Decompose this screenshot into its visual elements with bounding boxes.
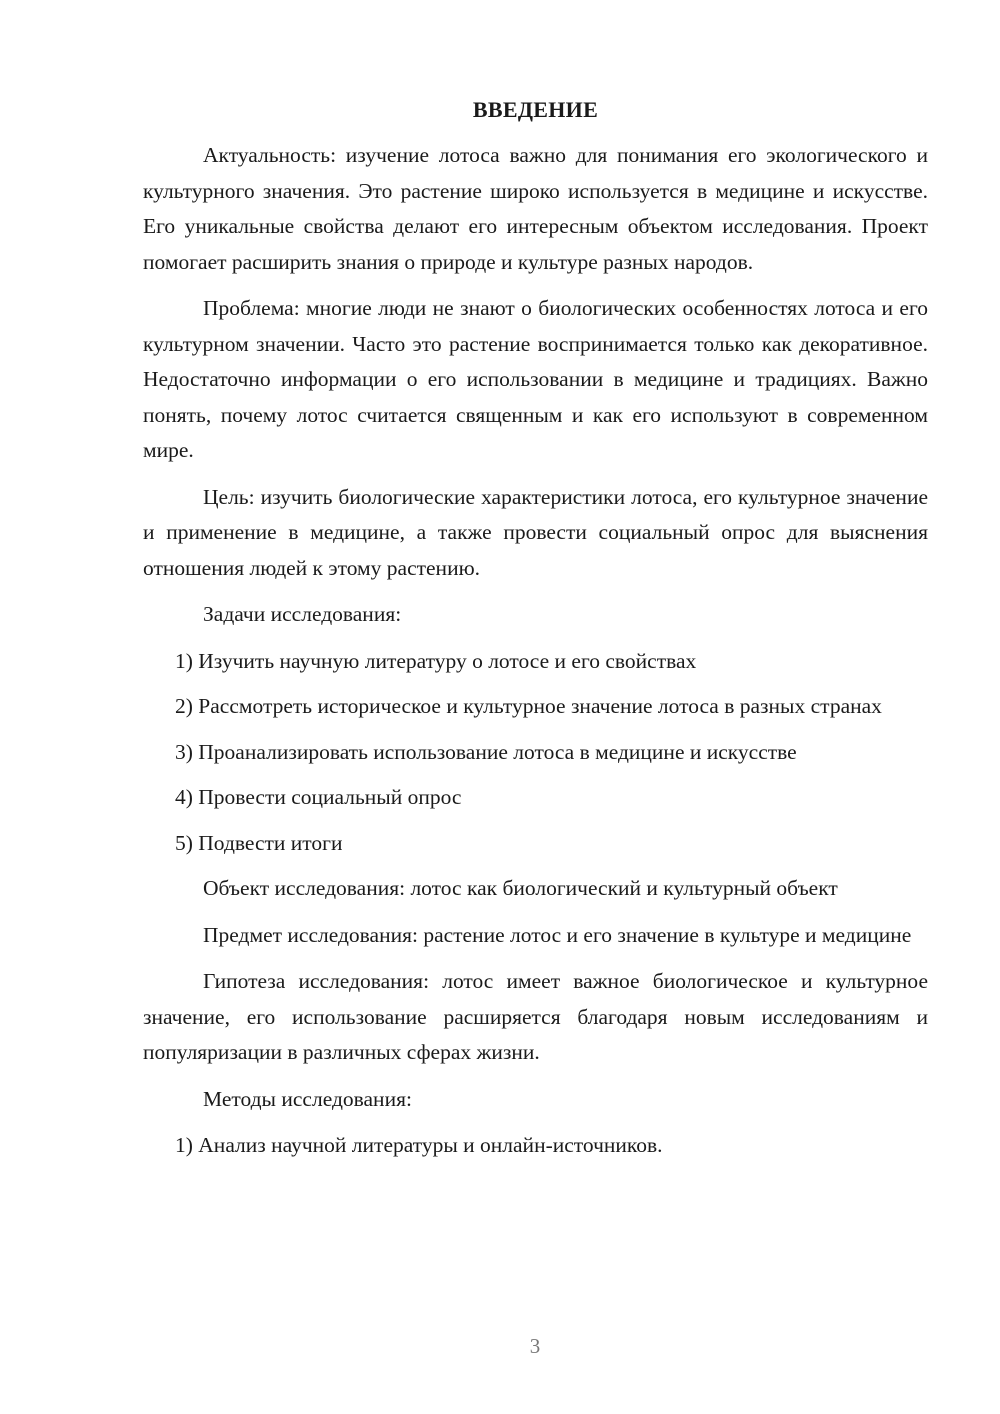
object-paragraph: Объект исследования: лотос как биологический и культурный объект bbox=[203, 876, 838, 900]
task-item: 1) Изучить научную литературу о лотосе и его свойствах bbox=[175, 648, 697, 673]
methods-heading: Методы исследования: bbox=[203, 1086, 412, 1111]
problem-paragraph: Проблема: многие люди не знают о биологических особенностях лотоса и его культурном значении. Часто это растение воспринимается только как декоративное. Недостаточно информации о его использовании в медицине и традициях. Важно понять, почему лотос считается священным и как его используют в современном мире. bbox=[143, 296, 928, 462]
tasks-heading: Задачи исследования: bbox=[203, 602, 402, 626]
task-item: 3) Проанализировать использование лотоса в медицине и искусстве bbox=[175, 739, 797, 764]
task-item: 5) Подвести итоги bbox=[175, 830, 343, 855]
relevance-paragraph: Актуальность: изучение лотоса важно для понимания его экологического и культурного значения. Это растение широко используется в медицине и искусстве. Его уникальные свойства делают его интересным объектом исследования. Проект помогает расширить знания о природе и культуре разных народов. bbox=[143, 143, 928, 274]
subject-paragraph: Предмет исследования: растение лотос и его значение в культуре и медицине bbox=[203, 922, 912, 947]
method-item: 1) Анализ научной литературы и онлайн-источников. bbox=[175, 1133, 663, 1157]
document-page bbox=[143, 96, 928, 1174]
task-item: 2) Рассмотреть историческое и культурное значение лотоса в разных странах bbox=[175, 694, 882, 718]
page-number: 3 bbox=[529, 1334, 541, 1358]
task-item: 4) Провести социальный опрос bbox=[175, 785, 462, 809]
section-title: ВВЕДЕНИЕ bbox=[472, 97, 599, 122]
hypothesis-paragraph: Гипотеза исследования: лотос имеет важное биологическое и культурное значение, его использование расширяется благодаря новым исследованиям и популяризации в различных сферах жизни. bbox=[143, 969, 928, 1064]
goal-paragraph: Цель: изучить биологические характеристики лотоса, его культурное значение и применение в медицине, а также провести социальный опрос для выяснения отношения людей к этому растению. bbox=[143, 484, 928, 580]
